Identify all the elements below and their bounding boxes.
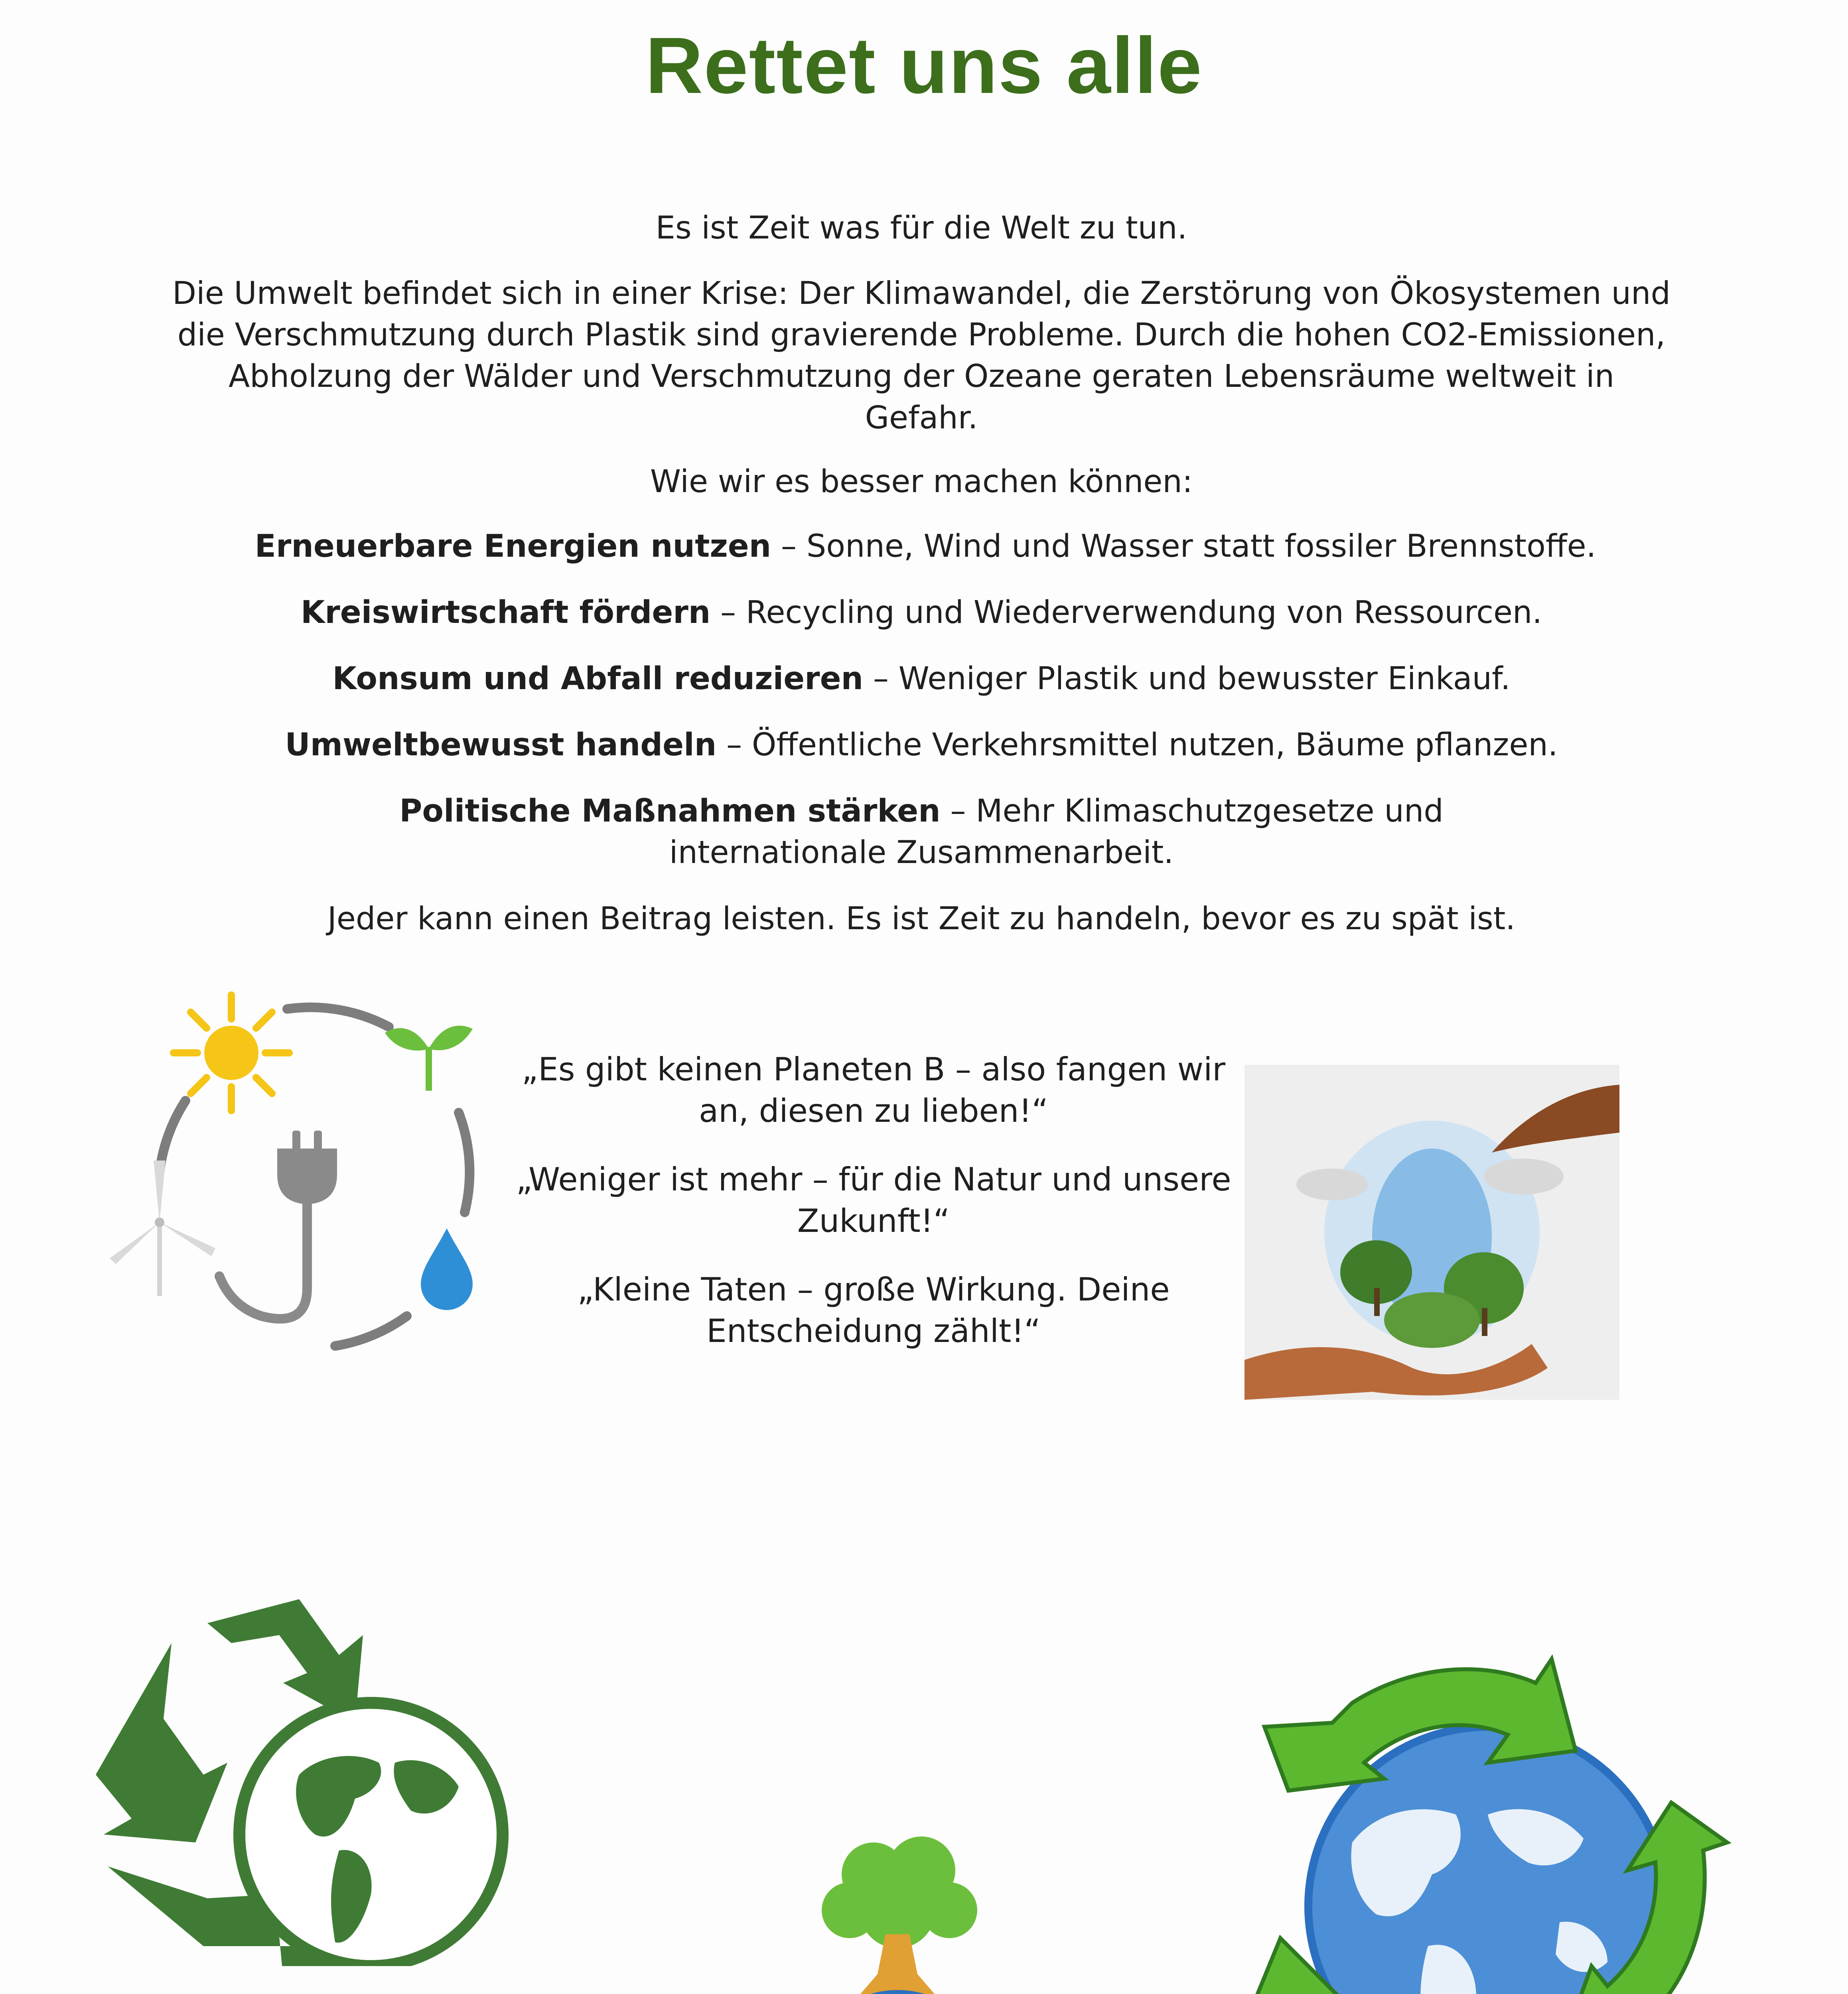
tip-text: – Weniger Plastik und bewusster Einkauf. bbox=[863, 661, 1511, 697]
tree-on-earth-icon bbox=[790, 1830, 1013, 1994]
tip-heading: Politische Maßnahmen stärken bbox=[399, 793, 941, 829]
closing-paragraph: Jeder kann einen Beitrag leisten. Es ist Zeit zu handeln, bevor es zu spät ist. bbox=[327, 901, 1516, 937]
tip-text: – Öffentliche Verkehrsmittel nutzen, Bäume pflanzen. bbox=[716, 727, 1558, 763]
lead-paragraph: Es ist Zeit was für die Welt zu tun. bbox=[655, 210, 1187, 246]
tip-heading: Erneuerbare Energien nutzen bbox=[254, 528, 771, 564]
page-title: Rettet uns alle bbox=[645, 21, 1203, 110]
tip-reduce-waste bbox=[168, 658, 1675, 699]
hands-earth-photo bbox=[1244, 1065, 1619, 1400]
tip-heading: Konsum und Abfall reduzieren bbox=[332, 661, 864, 697]
how-paragraph: Wie wir es besser machen können: bbox=[650, 464, 1193, 500]
quote-less-is-more: „Weniger ist mehr – für die Natur und unsere Zukunft!“ bbox=[516, 1161, 1231, 1239]
tip-text: – Recycling und Wiederverwendung von Ressourcen. bbox=[710, 595, 1542, 631]
recycle-globe-icon bbox=[76, 1587, 519, 1966]
tip-text: – Sonne, Wind und Wasser statt fossiler Brennstoffe. bbox=[771, 528, 1596, 564]
tip-heading: Umweltbewusst handeln bbox=[285, 727, 717, 763]
crisis-paragraph: Die Umwelt befindet sich in einer Krise: Der Klimawandel, die Zerstörung von Ökosystemen und die Verschmutzung durch Plastik sind gravierende Probleme. Durch die hohen CO2-Emissionen, Abholzung der Wälder und Verschmutzung der Ozeane geraten Lebensräume weltweit in Gefahr. bbox=[172, 276, 1671, 436]
tip-renewable-energy bbox=[168, 526, 1675, 567]
tip-text: – Mehr Klimaschutzgesetze und internationale Zusammenarbeit. bbox=[669, 793, 1444, 871]
tip-circular-economy bbox=[168, 592, 1675, 633]
tip-act-conscious bbox=[168, 724, 1675, 766]
energy-cycle-icon bbox=[100, 973, 499, 1372]
tip-politics bbox=[168, 790, 1675, 873]
quotes-block bbox=[515, 1049, 1233, 1379]
intro-text bbox=[168, 207, 1675, 940]
tip-heading: Kreiswirtschaft fördern bbox=[300, 595, 711, 631]
quote-planet-b: „Es gibt keinen Planeten B – also fangen wir an, diesen zu lieben!“ bbox=[521, 1051, 1226, 1129]
quote-small-deeds: „Kleine Taten – große Wirkung. Deine Entscheidung zählt!“ bbox=[577, 1271, 1170, 1350]
recycle-arrows-globe-icon bbox=[1233, 1635, 1751, 1994]
